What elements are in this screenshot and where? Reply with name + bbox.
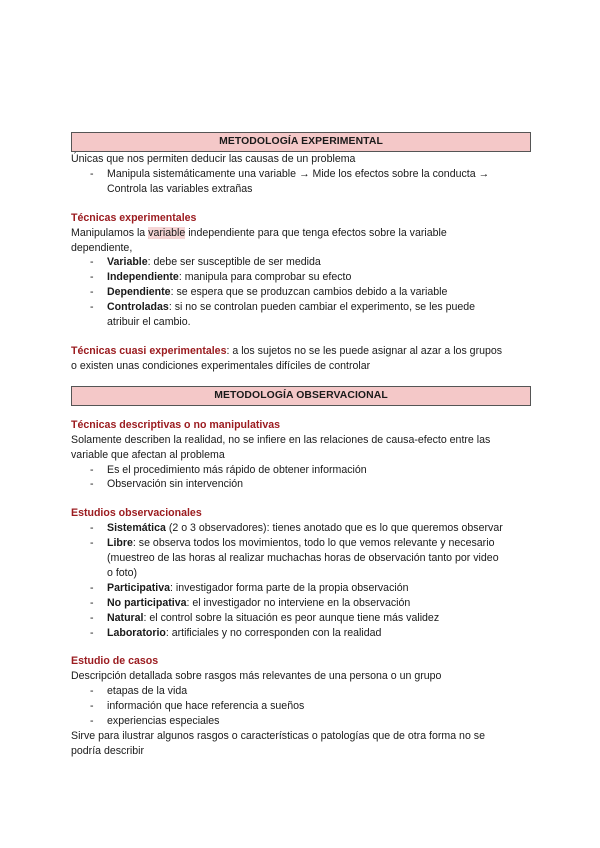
heading-estudios-observacionales: Estudios observacionales: [71, 507, 202, 520]
tecnicas-experimentales-intro: Manipulamos la variable independiente para que tenga efectos sobre la variable dependiente,: [71, 226, 447, 254]
list-item: - Participativa: investigador forma parte de la propia observación: [71, 581, 531, 596]
cuasi-experimentales-paragraph: Técnicas cuasi experimentales: a los sujetos no se les puede asignar al azar a los grupos o existen unas condiciones experimentales difíciles de controlar: [71, 344, 503, 372]
list-item: - Sistemática (2 o 3 observadores): tienes anotado que es lo que queremos observar: [71, 521, 531, 536]
list-item: - Libre: se observa todos los movimientos, todo lo que vemos relevante y necesario (muestreo de las horas al realizar muchachas horas de observación tanto por video o foto): [71, 536, 531, 581]
section-banner-observacional: METODOLOGÍA OBSERVACIONAL: [71, 386, 531, 406]
casos-outro: Sirve para ilustrar algunos rasgos o características o patologías que de otra forma no se podría describir: [71, 730, 485, 757]
list-item: - Laboratorio: artificiales y no corresponden con la realidad: [71, 626, 531, 641]
list-item: - No participativa: el investigador no interviene en la observación: [71, 596, 531, 611]
section-banner-experimental: METODOLOGÍA EXPERIMENTAL: [71, 132, 531, 152]
heading-descriptivas: Técnicas descriptivas o no manipulativas: [71, 418, 281, 431]
descriptivas-list: [71, 463, 531, 493]
list-item: - etapas de la vida: [71, 684, 531, 699]
experimental-bullet-list: [71, 167, 531, 197]
list-item: - Controladas: si no se controlan pueden cambiar el experimento, se les puede atribuir el cambio.: [71, 300, 531, 330]
list-item: - Natural: el control sobre la situación es peor aunque tiene más validez: [71, 611, 531, 626]
casos-intro: Descripción detallada sobre rasgos más relevantes de una persona o un grupo: [71, 670, 442, 683]
highlighted-word: variable: [148, 226, 186, 239]
list-item: - Independiente: manipula para comprobar su efecto: [71, 270, 531, 285]
list-item: - Observación sin intervención: [71, 477, 531, 492]
list-item: - Es el procedimiento más rápido de obtener información: [71, 463, 531, 478]
heading-estudio-de-casos: Estudio de casos: [71, 655, 159, 668]
experimental-intro: Únicas que nos permiten deducir las causas de un problema: [71, 153, 356, 165]
document-page: [71, 132, 531, 759]
descriptivas-intro: Solamente describen la realidad, no se infiere en las relaciones de causa-efecto entre las variable que afectan al problema: [71, 433, 491, 461]
list-item: - información que hace referencia a sueños: [71, 699, 531, 714]
variables-list: [71, 255, 531, 330]
estudios-list: [71, 521, 531, 640]
list-item: - experiencias especiales: [71, 714, 531, 729]
list-item: - Dependiente: se espera que se produzcan cambios debido a la variable: [71, 285, 531, 300]
list-item: - Manipula sistemáticamente una variable → Mide los efectos sobre la conducta → Controla las variables extrañas: [71, 167, 531, 197]
heading-tecnicas-experimentales: Técnicas experimentales: [71, 211, 197, 224]
heading-cuasi-experimentales: Técnicas cuasi experimentales: [71, 344, 227, 357]
list-item: - Variable: debe ser susceptible de ser medida: [71, 255, 531, 270]
casos-list: [71, 684, 531, 729]
